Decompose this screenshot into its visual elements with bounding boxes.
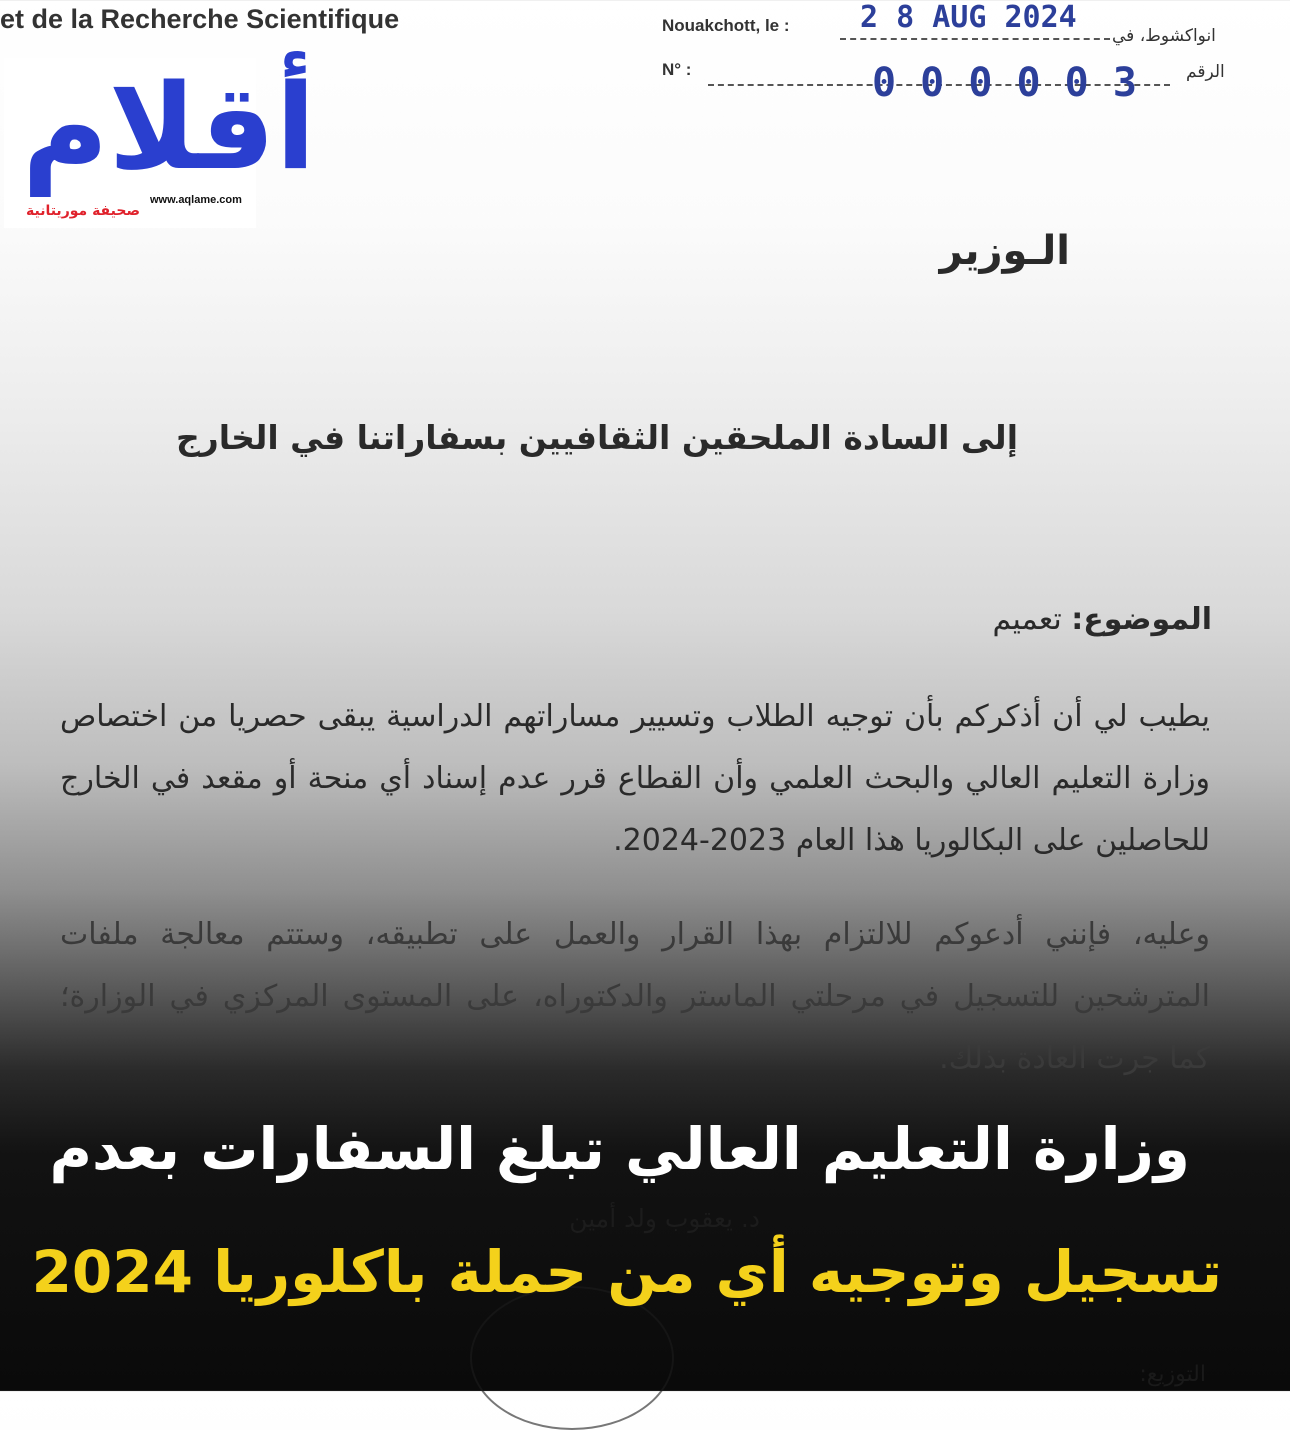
seal-stamp xyxy=(470,1286,674,1430)
ministry-name: et de la Recherche Scientifique xyxy=(0,4,400,34)
subject-line xyxy=(993,602,1213,637)
date-label-ar: انواكشوط، في xyxy=(1112,26,1216,46)
number-stamp: 0 0 0 0 0 3 xyxy=(872,60,1137,106)
paragraph-2: وعليه، فإنني أدعوكم للالتزام بهذا القرار والعمل على تطبيقه، وستتم معالجة ملفات المترشحين للتسجيل في مرحلتي الماستر والدكتوراه، على المستوى المركزي في الوزارة؛ كما جرت العادة بذلك. xyxy=(60,917,1210,1076)
sender-title: الـوزير xyxy=(939,228,1070,274)
number-label-ar: الرقم xyxy=(1186,62,1225,82)
aqlam-logo: أقلام xyxy=(22,58,316,196)
subject-label: الموضوع: xyxy=(1071,602,1212,637)
addressee: إلى السادة الملحقين الثقافيين بسفاراتنا في الخارج xyxy=(176,418,1018,457)
date-line xyxy=(840,38,1110,40)
logo-tagline: صحيفة موريتانية xyxy=(26,203,140,219)
subject-value: تعميم xyxy=(992,602,1062,637)
signer-name: د. يعقوب ولد أمين xyxy=(569,1204,760,1233)
headline-line-2: تسجيل وتوجيه أي من حملة باكلوريا 2024 xyxy=(31,1238,1222,1306)
logo-website: www.aqlame.com xyxy=(150,194,242,206)
number-label-fr: N° : xyxy=(662,60,692,79)
date-label-fr: Nouakchott, le : xyxy=(662,16,790,35)
distribution-label: التوزيع: xyxy=(1139,1362,1206,1387)
date-stamp: 2 8 AUG 2024 xyxy=(860,0,1077,35)
paragraph-1: يطيب لي أن أذكركم بأن توجيه الطلاب وتسيير مساراتهم الدراسية يبقى حصريا من اختصاص وزارة التعليم العالي والبحث العلمي وأن القطاع قرر عدم إسناد أي منحة أو مقعد في الخارج للحاصلين على البكالوريا هذا العام 2023-2024. xyxy=(60,699,1210,858)
headline-line-1: وزارة التعليم العالي تبلغ السفارات بعدم xyxy=(49,1115,1190,1183)
